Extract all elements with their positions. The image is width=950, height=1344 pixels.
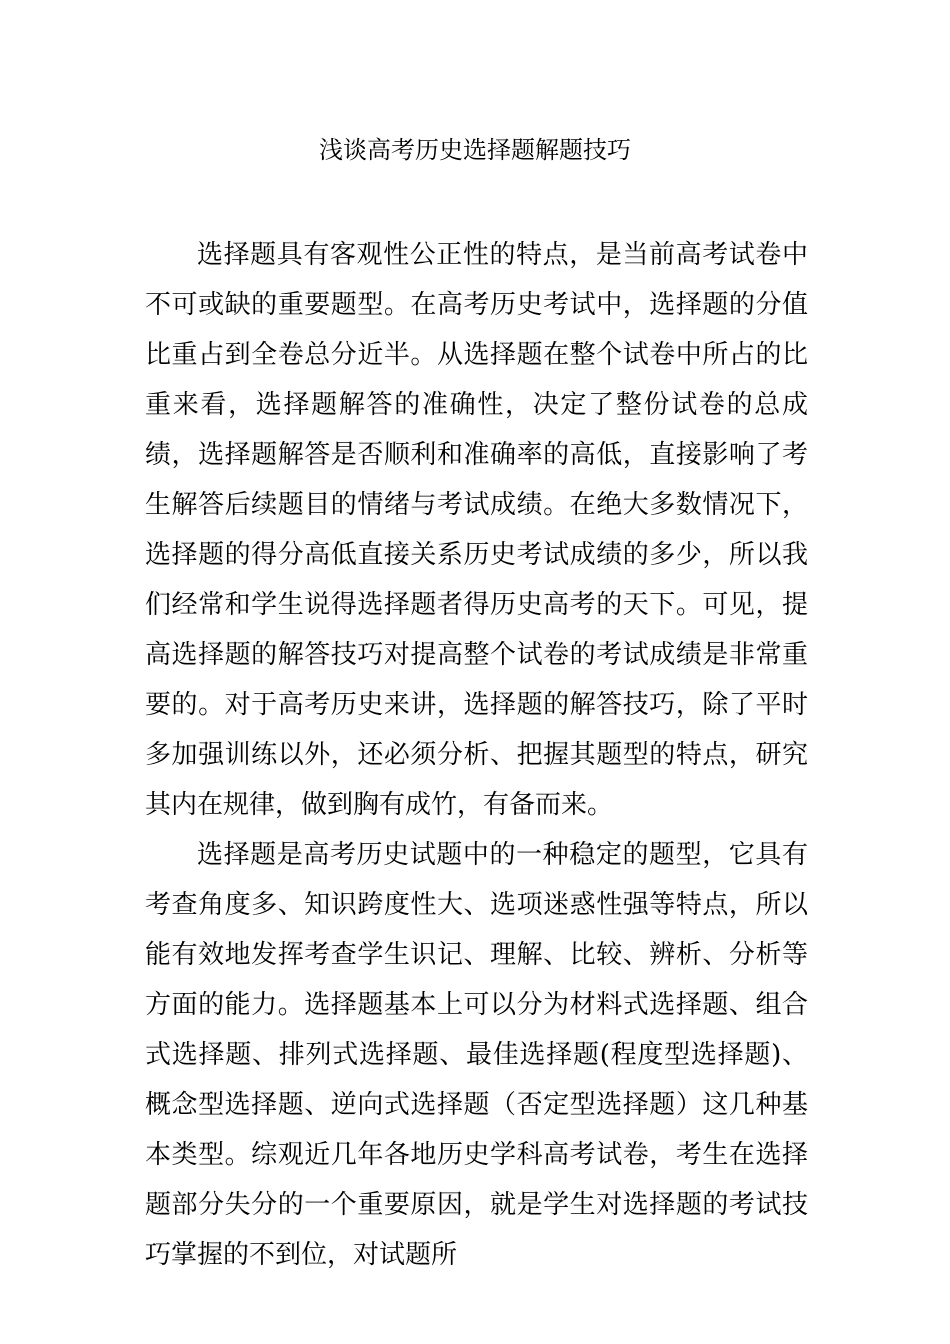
paragraph-1: 选择题具有客观性公正性的特点，是当前高考试卷中不可或缺的重要题型。在高考历史考试中，选择题的分值比重占到全卷总分近半。从选择题在整个试卷中所占的比重来看，选择题解答的准确性，决定了整份试卷的总成绩，选择题解答是否顺利和准确率的高低，直接影响了考生解答后续题目的情绪与考试成绩。在绝大多数情况下，选择题的得分高低直接关系历史考试成绩的多少，所以我们经常和学生说得选择题者得历史高考的天下。可见，提高选择题的解答技巧对提高整个试卷的考试成绩是非常重要的。对于高考历史来讲，选择题的解答技巧，除了平时多加强训练以外，还必须分析、把握其题型的特点，研究其内在规律，做到胸有成竹，有备而来。	[145, 240, 808, 820]
document-body	[145, 230, 808, 1280]
paragraph-2: 选择题是高考历史试题中的一种稳定的题型，它具有考查角度多、知识跨度性大、选项迷惑性强等特点，所以能有效地发挥考查学生识记、理解、比较、辨析、分析等方面的能力。选择题基本上可以分为材料式选择题、组合式选择题、排列式选择题、最佳选择题(程度型选择题)、概念型选择题、逆向式选择题（否定型选择题）这几种基本类型。综观近几年各地历史学科高考试卷，考生在选择题部分失分的一个重要原因，就是学生对选择题的考试技巧掌握的不到位，对试题所	[145, 840, 808, 1270]
document-title: 浅谈高考历史选择题解题技巧	[319, 136, 631, 164]
